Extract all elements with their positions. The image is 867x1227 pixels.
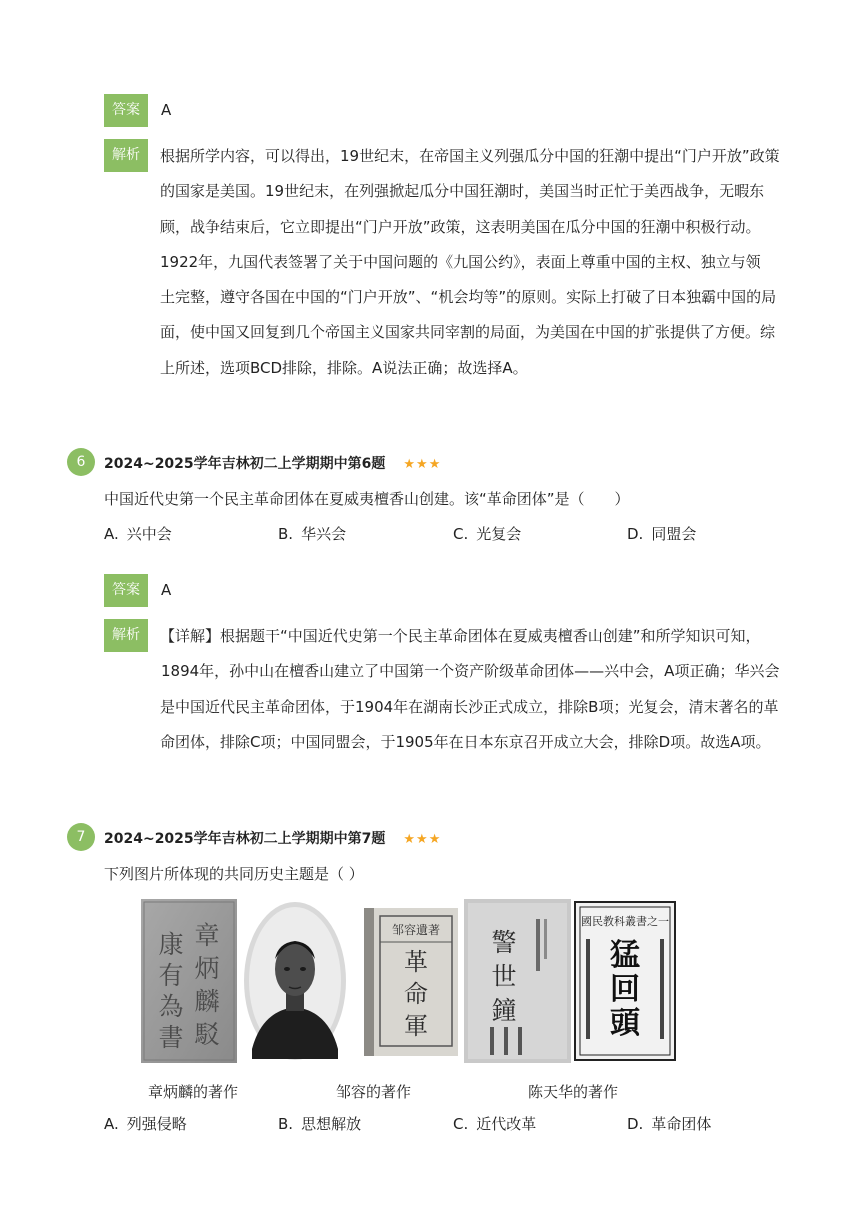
option-letter: D. (627, 525, 644, 543)
analysis-tag: 解析 (104, 139, 148, 172)
book4-char: 頭 (610, 1006, 640, 1041)
option-text: 思想解放 (301, 1115, 362, 1133)
book3-char: 鐘 (491, 996, 517, 1025)
book2-side: 邹容遺著 (391, 923, 441, 937)
analysis-line: 1894年，孙中山在檀香山建立了中国第一个资产阶级革命团体——兴中会，A项正确；华兴会 (161, 662, 780, 681)
question-source: 2024~2025学年吉林初二上学期期中第7题 (104, 831, 386, 847)
analysis-line: 命团体，排除C项；中国同盟会，于1905年在日本东京召开成立大会，排除D项。故选A项。 (160, 732, 771, 751)
book2-char: 革 (404, 948, 428, 976)
option-text: 光复会 (476, 525, 522, 543)
question-number-badge: 6 (67, 448, 95, 476)
book3-char: 世 (491, 962, 517, 991)
book4-char: 回 (610, 972, 640, 1007)
option-text: 近代改革 (476, 1115, 537, 1133)
option-b[interactable] (278, 524, 346, 544)
book2-char: 軍 (404, 1012, 428, 1040)
difficulty-stars: ★★★ (403, 457, 442, 472)
answer-value: A (161, 101, 172, 119)
book1-char: 麟 (194, 987, 220, 1016)
meng-huitou-book-image (572, 899, 678, 1063)
analysis-line: 1922年，九国代表签署了关于中国问题的《九国公约》，表面上尊重中国的主权、独立与领 (160, 252, 761, 271)
book1-char: 有 (158, 961, 184, 990)
answer-value: A (161, 581, 172, 599)
analysis-line: 根据所学内容，可以得出，19世纪末，在帝国主义列强瓜分中国的狂潮中提出“门户开放”政策 (160, 147, 780, 165)
option-a[interactable] (104, 1114, 187, 1134)
book1-char: 康 (158, 930, 184, 959)
option-letter: C. (453, 1115, 469, 1133)
analysis-line: 的国家是美国。19世纪末，在列强掀起瓜分中国狂潮时，美国当时正忙于美西战争，无暇东 (160, 182, 765, 201)
analysis-line: 面，使中国又回复到几个帝国主义国家共同宰割的局面，为美国在中国的扩张提供了方便。综 (160, 323, 776, 342)
option-d[interactable] (627, 1114, 711, 1134)
zou-rong-portrait-image (242, 899, 348, 1063)
option-letter: D. (627, 1115, 644, 1133)
option-text: 兴中会 (126, 525, 172, 543)
geming-jun-book-image (364, 908, 458, 1056)
question-title (104, 829, 441, 850)
analysis-text (160, 139, 800, 386)
question-number-badge: 7 (67, 823, 95, 851)
book3-char: 警 (491, 928, 517, 957)
analysis-tag: 解析 (104, 619, 148, 652)
option-c[interactable] (453, 1114, 536, 1134)
option-letter: A. (104, 1115, 119, 1133)
option-d[interactable] (627, 524, 696, 544)
option-letter: B. (278, 1115, 294, 1133)
zhang-binglin-book-image (141, 899, 237, 1063)
option-text: 华兴会 (301, 525, 347, 543)
image-caption: 章炳麟的著作 (148, 1083, 239, 1101)
option-b[interactable] (278, 1114, 361, 1134)
option-letter: A. (104, 525, 119, 543)
option-letter: B. (278, 525, 294, 543)
question-stem: 下列图片所体现的共同历史主题是（ ） (104, 865, 364, 883)
option-c[interactable] (453, 524, 521, 544)
book4-char: 猛 (610, 938, 640, 973)
option-text: 革命团体 (651, 1115, 712, 1133)
answer-tag: 答案 (104, 94, 148, 127)
analysis-line: 上所述，选项BCD排除，排除。A说法正确；故选择A。 (160, 358, 528, 377)
option-text: 同盟会 (651, 525, 697, 543)
book2-char: 命 (404, 980, 428, 1008)
analysis-line: 【详解】根据题干“中国近代史第一个民主革命团体在夏威夷檀香山创建”和所学知识可知， (160, 627, 761, 645)
question-source: 2024~2025学年吉林初二上学期期中第6题 (104, 456, 386, 472)
difficulty-stars: ★★★ (403, 832, 442, 847)
option-a[interactable] (104, 524, 172, 544)
book1-char: 炳 (194, 954, 220, 983)
analysis-text (160, 619, 800, 760)
answer-tag: 答案 (104, 574, 148, 607)
image-caption: 邹容的著作 (336, 1083, 412, 1101)
book1-char: 章 (194, 921, 220, 950)
book1-char: 為 (158, 992, 184, 1021)
image-caption: 陈天华的著作 (528, 1083, 619, 1101)
analysis-line: 顾，战争结束后，它立即提出“门户开放”政策，这表明美国在瓜分中国的狂潮中积极行动。 (160, 217, 761, 236)
analysis-line: 是中国近代民主革命团体，于1904年在湖南长沙正式成立，排除B项；光复会，清末著名的革 (160, 697, 779, 716)
option-letter: C. (453, 525, 469, 543)
analysis-line: 土完整，遵守各国在中国的“门户开放”、“机会均等”的原则。实际上打破了日本独霸中国的局 (160, 288, 777, 307)
question-stem: 中国近代史第一个民主革命团体在夏威夷檀香山创建。该“革命团体”是（ ） (104, 490, 630, 508)
book1-char: 書 (158, 1023, 184, 1052)
jingshi-zhong-book-image (464, 899, 571, 1063)
book1-char: 駁 (194, 1020, 220, 1049)
option-text: 列强侵略 (126, 1115, 187, 1133)
book4-top: 國民教科叢書之一 (581, 915, 669, 928)
question-title (104, 454, 441, 475)
